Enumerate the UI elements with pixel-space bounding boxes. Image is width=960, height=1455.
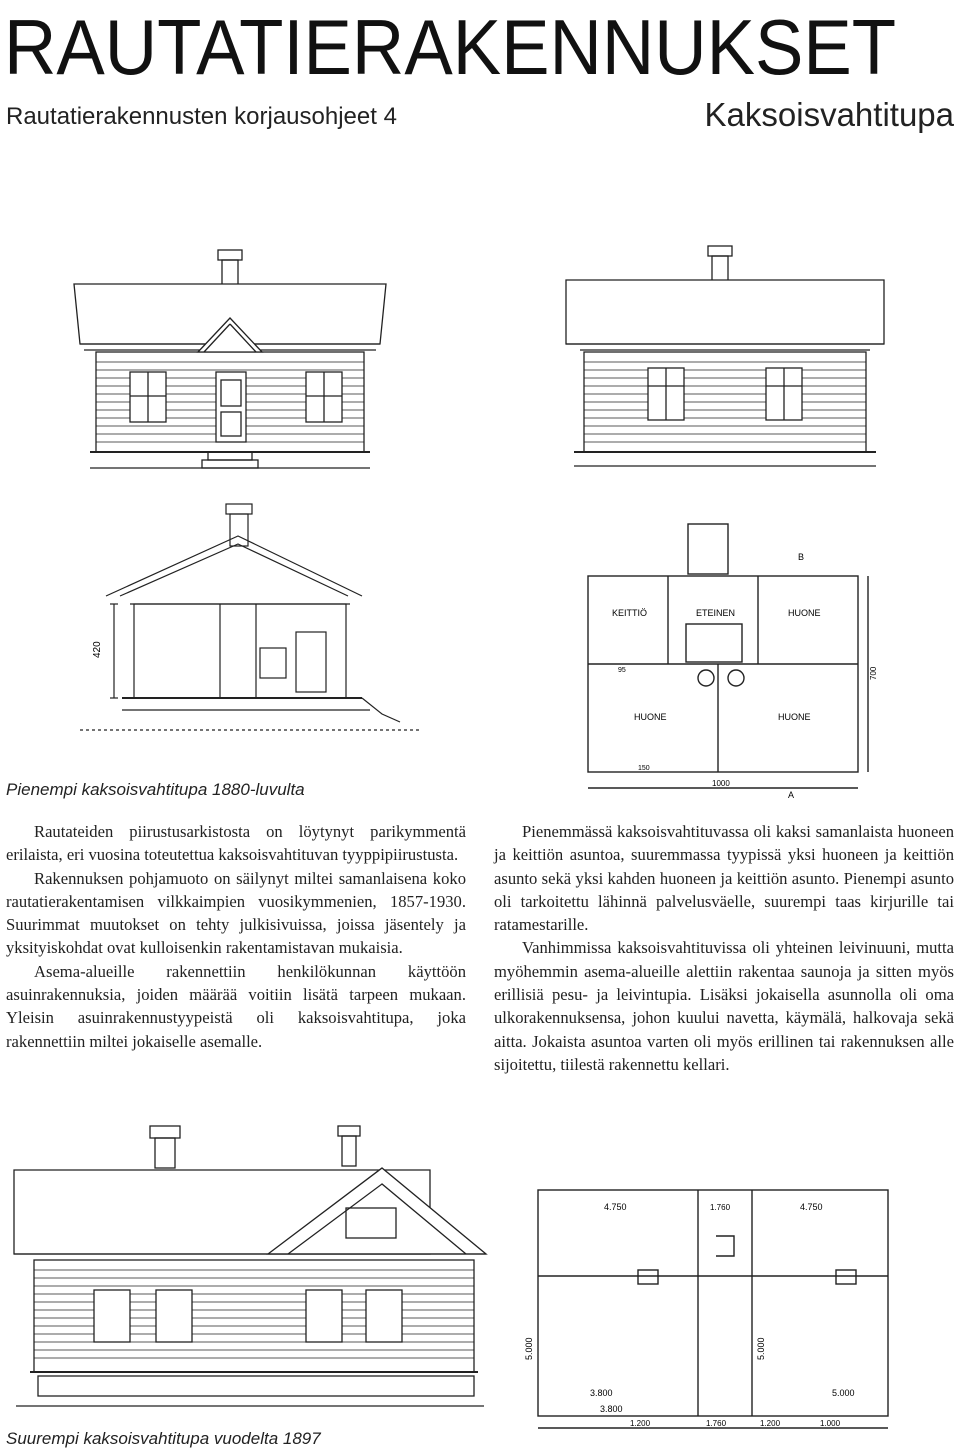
plan-dimension: 1.760 xyxy=(706,1419,727,1428)
plan-axis-label: A xyxy=(788,790,795,800)
paragraph: Pienemmässä kaksoisvahtituvassa oli kaksi samanlaista huoneen ja keittiön asuntoa, suuremmassa tyypissä yksi huoneen ja keittiön asunto sekä yksi kahden huoneen ja keittiön asunto. Pienempi asunto oli tarkoitettu lähinnä palvelusväelle, suurempi taas kirjurille tai ratamestarille. xyxy=(494,822,954,935)
paragraph: Rautateiden piirustusarkistosta on löytynyt parikymmentä erilaista, eri vuosina toteutettua kaksoisvahtituvan tyyppipiirustusta. xyxy=(6,822,466,865)
plan-dimension: 3.800 xyxy=(600,1404,623,1414)
text-column-left xyxy=(6,820,466,1053)
large-house-front-elevation xyxy=(10,1120,490,1410)
paragraph: Vanhimmissa kaksoisvahtituvissa oli yhteinen leivinuuni, mutta myöhemmin asema-alueille alettiin rakentaa saunoja ja sitten myös erillisiä pesu- ja leivintupia. Lisäksi jokaisella asunnolla oli oma ulkorakennuksensa, johon kuului navetta, käymälä, halkovaja sekä aitta. Jokaista asuntoa varten oli myös erillinen tai rakennuksen alle sijoitettu, tiilestä rakennettu kellari. xyxy=(494,938,954,1074)
plan-dimension: 1.200 xyxy=(760,1419,781,1428)
plan-dimension: 1000 xyxy=(712,779,730,788)
plan-dimension: 1.000 xyxy=(820,1419,841,1428)
plan-room-label: HUONE xyxy=(788,608,821,618)
small-house-floor-plan xyxy=(578,520,878,800)
section-height-label: 420 xyxy=(92,641,103,658)
series-subtitle: Rautatierakennusten korjausohjeet 4 xyxy=(6,103,397,130)
paragraph: Asema-alueille rakennettiin henkilökunnan käyttöön asuinrakennuksia, joiden määrää voitiin lisätä tarpeen mukaan. Yleisin asuinrakennustyypeistä oli kaksoisvahtitupa, joka rakennettiin miltei jokaiselle asemalle. xyxy=(6,961,466,1051)
page-title: RAUTATIERAKENNUKSET xyxy=(4,3,897,91)
plan-dimension: 1.760 xyxy=(710,1203,731,1212)
plan-dimension: 3.800 xyxy=(590,1388,613,1398)
plan-dimension: 700 xyxy=(869,666,878,680)
large-house-floor-plan xyxy=(520,1180,910,1440)
paragraph: Rakennuksen pohjamuoto on säilynyt miltei samanlaisena koko rautatierakentamisen vilkkaimpien vuosikymmenien, 1857-1930. Suurimmat muutokset on tehty julkisivuissa, joissa jäsentely ja yksityiskohdat ovat kulloisenkin rakentamistavan mukaisia. xyxy=(6,868,466,958)
plan-room-label: ETEINEN xyxy=(696,608,736,618)
plan-room-label: HUONE xyxy=(634,712,667,722)
text-column-right xyxy=(494,820,954,1076)
plan-dimension: 4.750 xyxy=(800,1202,823,1212)
small-house-caption: Pienempi kaksoisvahtitupa 1880-luvulta xyxy=(6,780,305,799)
small-house-section xyxy=(70,500,430,750)
plan-dimension: 4.750 xyxy=(604,1202,627,1212)
plan-dimension: 5.000 xyxy=(756,1337,766,1360)
plan-dimension: 150 xyxy=(638,765,650,772)
plan-axis-label: B xyxy=(798,552,805,562)
plan-dimension: 1.200 xyxy=(630,1419,651,1428)
plan-room-label: HUONE xyxy=(778,712,811,722)
small-house-side-elevation xyxy=(560,240,890,480)
plan-room-label: KEITTIÖ xyxy=(612,608,648,618)
plan-dimension: 5.000 xyxy=(832,1388,855,1398)
plan-dimension: 5.000 xyxy=(524,1337,534,1360)
topic-subtitle: Kaksoisvahtitupa xyxy=(704,96,954,133)
large-house-caption: Suurempi kaksoisvahtitupa vuodelta 1897 xyxy=(6,1429,321,1448)
plan-dimension: 95 xyxy=(618,667,626,674)
small-house-front-elevation xyxy=(70,240,390,480)
